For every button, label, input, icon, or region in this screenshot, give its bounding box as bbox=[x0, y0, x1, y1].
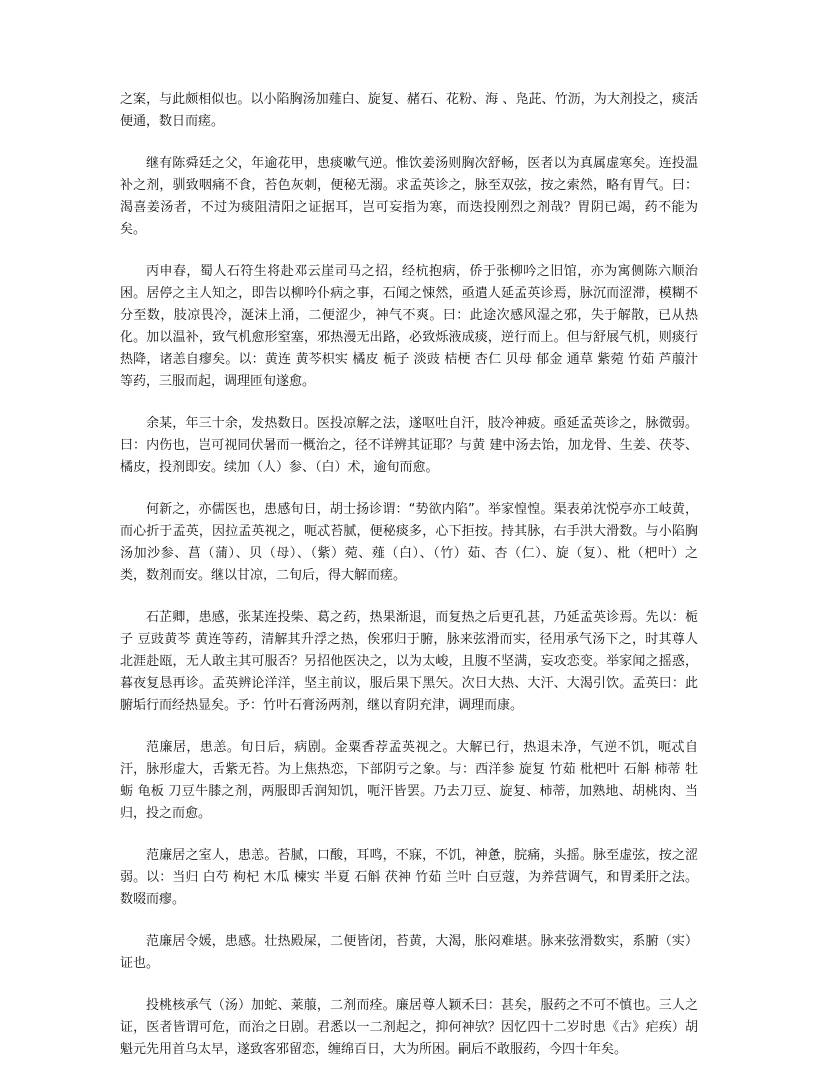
paragraph-yu-mou: 余某，年三十余，发热数日。医投凉解之法，遂呕吐自汗，肢冷神疲。亟延孟英诊之，脉微弱。曰：内伤也，岂可视同伏暑而一概治之，径不详辨其证耶？与黄 建中汤去饴，加龙骨、生姜、茯苓、橘皮，投剂即安。续加（人）参、（白）术，逾旬而愈。 bbox=[120, 416, 698, 475]
paragraph-he-xinzhi: 何新之，亦儒医也，患感旬日，胡士扬诊谓：“势欲内陷”。举家惶惶。渠表弟沈悦亭亦工岐黄，而心折于孟英，因拉孟英视之，呃忒苔腻，便秘痰多，心下拒按。持其脉，右手洪大滑数。与小陷胸汤加沙参、菖（蒲）、贝（母）、（紫）菀、薤（白）、（竹）茹、杏（仁）、旋（复）、枇（杷叶）之类，数剂而安。继以甘凉，二旬后，得大解而瘥。 bbox=[120, 502, 698, 583]
paragraph-shi-zhiqing: 石芷卿，患感，张某连投柴、葛之药，热果渐退，而复热之后更孔甚，乃延孟英诊焉。先以：栀子 豆豉黄芩 黄连等药，清解其升浮之热，俟邪归于腑，脉来弦滑而实，径用承气汤下之，时其尊人北涯赴瓯，无人敢主其可服否？另招他医决之，以为太峻，且腹不坚满，妄攻恋变。举家闻之摇惑，暮夜复恳再诊。孟英辨论洋洋，坚主前议，服后果下黑矢。次日大热、大汗、大渴引饮。孟英曰：此腑垢行而经热显矣。予：竹叶石膏汤两剂，继以育阴充津，调理而康。 bbox=[120, 610, 698, 713]
document-body bbox=[120, 89, 698, 1081]
paragraph-treatment-conclusion: 投桃核承气（汤）加蛇、莱菔，二剂而痊。廉居尊人颖禾曰：甚矣，服药之不可不慎也。三人之证，医者皆谓可危，而治之日剧。君悉以一二剂起之，抑何神欤？因忆四十二岁时患《古》疟疾）胡魁元先用首乌太早，遂致客邪留恋，缠绵百日，大为所困。嗣后不敢服药，今四十年矣。 bbox=[120, 998, 698, 1057]
paragraph-fan-lianju: 范廉居，患恙。旬日后，病剧。金粟香荐孟英视之。大解已行，热退未净，气逆不饥，呃忒自汗，脉形虚大，舌紫无苔。为上焦热恋，下部阴亏之象。与：西洋参 旋复 竹茹 枇杷叶 石斛 柿蒂 牡蛎 龟板 刀豆牛膝之剂，两服即舌润知饥，呃汗皆罢。乃去刀豆、旋复、柿蒂，加熟地、胡桃肉、当归，投之而愈。 bbox=[120, 740, 698, 821]
paragraph-chen-shunting-father: 继有陈舜廷之父，年逾花甲，患痰嗽气逆。惟饮姜汤则胸次舒畅，医者以为真属虚寒矣。连投温补之剂，驯致咽痛不食，苔色灰刺，便秘无溺。求孟英诊之，脉至双弦，按之索然，略有胃气。曰：渴喜姜汤者，不过为痰阻清阳之证据耳，岂可妄指为寒，而迭投刚烈之剂哉？胃阴已竭，药不能为矣。 bbox=[120, 156, 698, 237]
paragraph-fan-lianju-daughter: 范廉居令媛，患感。壮热殿屎，二便皆闭，苔黄，大渴，胀闷难堪。脉来弦滑数实，系腑（实）证也。 bbox=[120, 934, 698, 971]
paragraph-fan-lianju-wife: 范廉居之室人，患恙。苔腻，口酸，耳鸣，不寐，不饥，神惫，脘痛，头摇。脉至虚弦，按之涩弱。以：当归 白芍 枸杞 木瓜 楝实 半夏 石斛 茯神 竹茹 兰叶 白豆蔻，为养营调气，和胃柔肝之法。数啜而瘳。 bbox=[120, 848, 698, 907]
paragraph-continuation: 之案，与此颇相似也。以小陷胸汤加薤白、旋复、赭石、花粉、海 、凫茈、竹沥，为大剂投之，痰活便通，数日而瘥。 bbox=[120, 92, 698, 129]
paragraph-shi-fusheng: 丙申春，蜀人石符生将赴邓云崖司马之招，经杭抱病，侨于张柳吟之旧馆，亦为寓侧陈六顺治困。居停之主人知之，即告以柳吟仆病之事，石闻之悚然，亟遣人延孟英诊焉，脉沉而涩滞，模糊不分至数，肢凉畏冷，涎沫上涌，二便涩少，神气不爽。曰：此途次感风湿之邪，失于解散，已从热化。加以温补，致气机愈形窒塞，邪热漫无出路，必致烁液成痰，逆行而上。但与舒展气机，则痰行热降，诸恙自瘳矣。以：黄连 黄芩枳实 橘皮 栀子 淡豉 桔梗 杏仁 贝母 郁金 通草 紫菀 竹茹 芦菔汁等药，三服而起，调理匝旬遂愈。 bbox=[120, 264, 698, 389]
